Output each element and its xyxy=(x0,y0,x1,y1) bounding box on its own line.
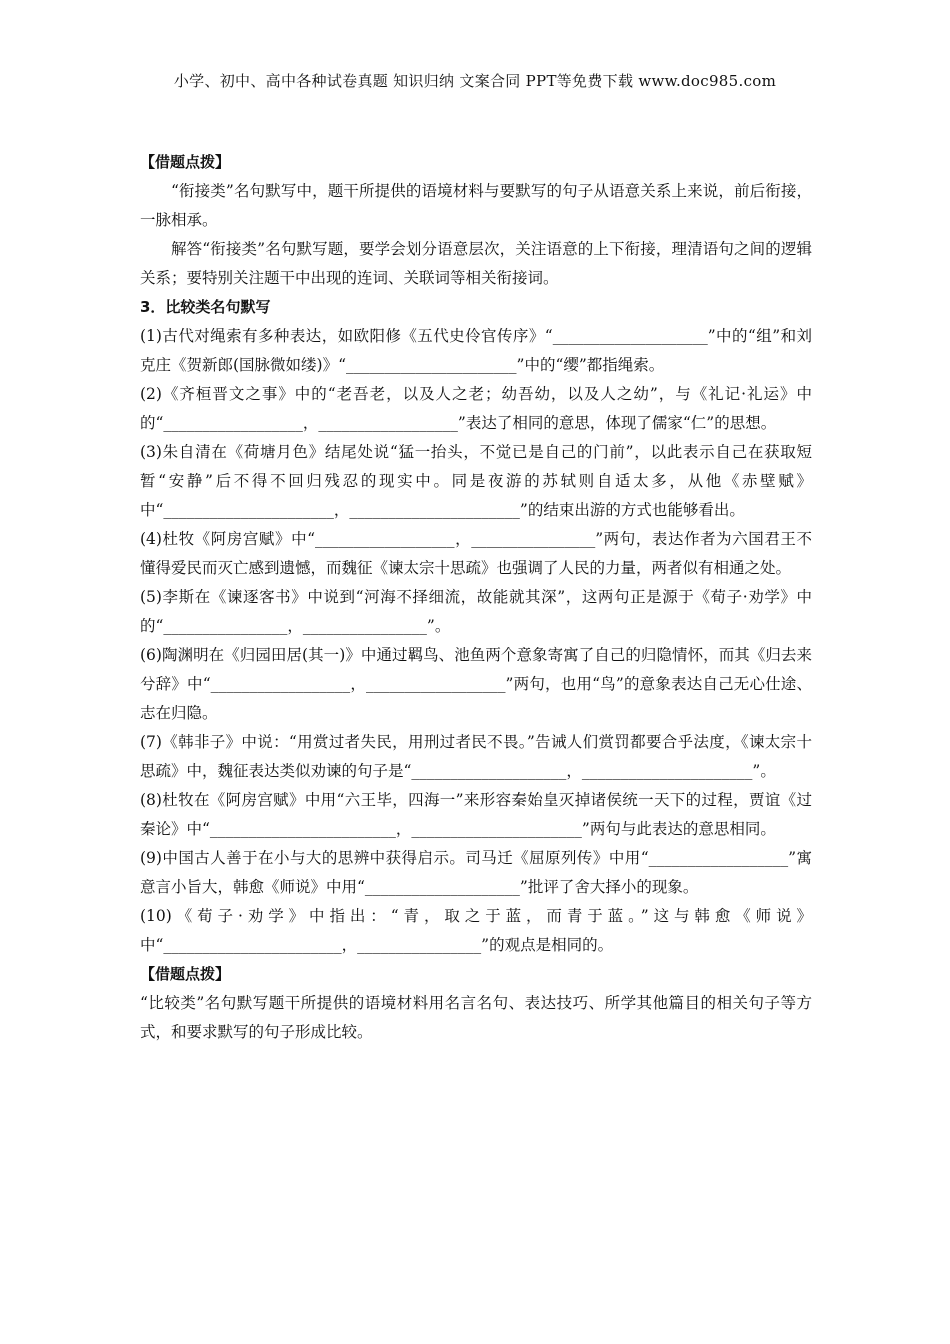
question-item: (8)杜牧在《阿房宫赋》中用“六王毕，四海一”来形容秦始皇灭掉诸侯统一天下的过程，贾谊《过秦论》中“________________________，______________________”两句与此表达的意思相同。 xyxy=(140,791,812,838)
question-item: (3)朱自清在《荷塘月色》结尾处说“猛一抬头，不觉已是自己的门前”，以此表示自己在获取短暂“安静”后不得不回归残忍的现实中。同是夜游的苏轼则自适太多，从他《赤壁赋》中“______________________，______________________”的结束出游的方式也能够看出。 xyxy=(140,443,812,519)
hint-paragraph: “比较类”名句默写题干所提供的语境材料用名言名句、表达技巧、所学其他篇目的相关句子等方式，和要求默写的句子形成比较。 xyxy=(140,994,812,1041)
hint-title-2: 【借题点拨】 xyxy=(140,965,231,983)
section-title: 3．比较类名句默写 xyxy=(140,298,271,316)
question-item: (5)李斯在《谏逐客书》中说到“河海不择细流，故能就其深”，这两句正是源于《荀子·劝学》中的“________________，________________”。 xyxy=(140,588,812,635)
hint-paragraph: 解答“衔接类”名句默写题，要学会划分语意层次，关注语意的上下衔接，理清语句之间的逻辑关系；要特别关注题干中出现的连词、关联词等相关衔接词。 xyxy=(140,240,812,287)
question-item: (1)古代对绳索有多种表达，如欧阳修《五代史伶官传序》“____________________”中的“组”和刘克庄《贺新郎(国脉微如缕)》“______________________”中的“缨”都指绳索。 xyxy=(140,327,812,374)
question-item: (2)《齐桓晋文之事》中的“老吾老，以及人之老；幼吾幼，以及人之幼”，与《礼记·礼运》中的“__________________，__________________”表达了相同的意思，体现了儒家“仁”的思想。 xyxy=(140,385,812,432)
question-item: (10)《荀子·劝学》中指出：“青，取之于蓝，而青于蓝。”这与韩愈《师说》中“_______________________，________________”的观点是相同的。 xyxy=(140,907,812,954)
hint-title-1: 【借题点拨】 xyxy=(140,153,231,171)
question-item: (9)中国古人善于在小与大的思辨中获得启示。司马迁《屈原列传》中用“__________________”寓意言小旨大，韩愈《师说》中用“____________________”批评了舍大择小的现象。 xyxy=(140,849,812,896)
question-item: (7)《韩非子》中说：“用赏过者失民，用刑过者民不畏。”告诫人们赏罚都要合乎法度，《谏太宗十思疏》中，魏征表达类似劝谏的句子是“____________________，______________________”。 xyxy=(140,733,812,780)
question-item: (4)杜牧《阿房宫赋》中“__________________，________________”两句，表达作者为六国君王不懂得爱民而灭亡感到遗憾，而魏征《谏太宗十思疏》也强调了人民的力量，两者似有相通之处。 xyxy=(140,530,812,577)
hint-paragraph: “衔接类”名句默写中，题干所提供的语境材料与要默写的句子从语意关系上来说，前后衔接，一脉相承。 xyxy=(140,182,812,229)
document-body xyxy=(140,148,812,1047)
page-header: 小学、初中、高中各种试卷真题 知识归纳 文案合同 PPT等免费下载 www.doc985.com xyxy=(173,72,777,90)
question-item: (6)陶渊明在《归园田居(其一)》中通过羁鸟、池鱼两个意象寄寓了自己的归隐情怀，而其《归去来兮辞》中“__________________，__________________”两句，也用“鸟”的意象表达自己无心仕途、志在归隐。 xyxy=(140,646,812,722)
